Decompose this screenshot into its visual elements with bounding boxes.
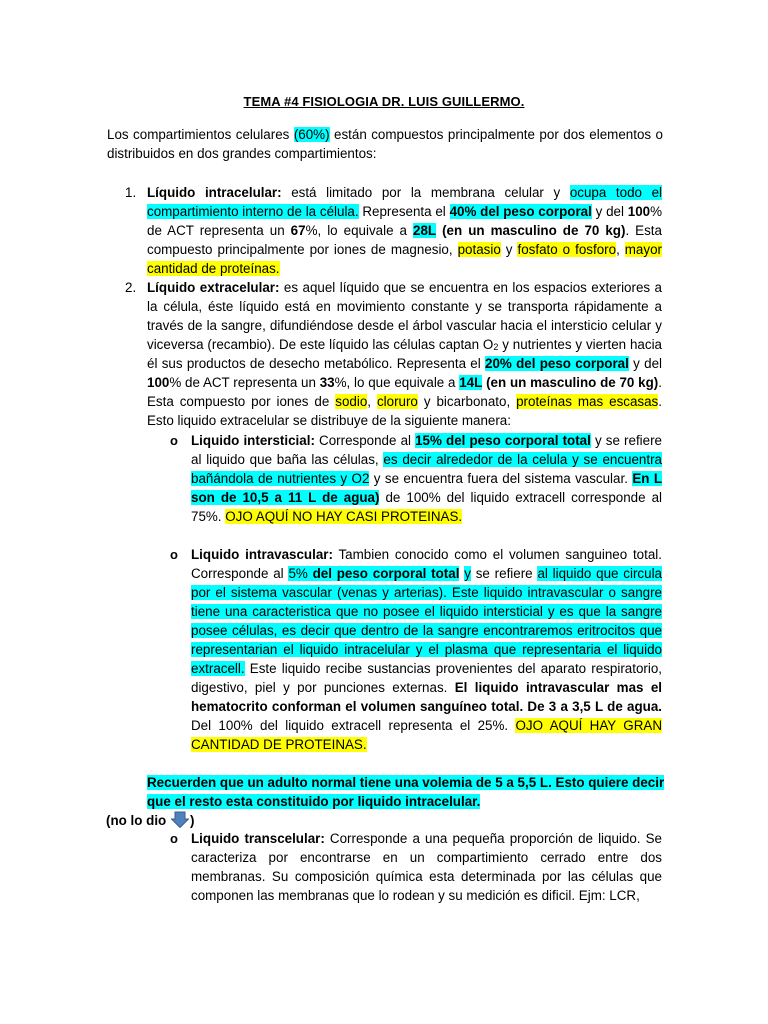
highlight: 28L — [413, 223, 437, 238]
item-label: Líquido intracelular: — [147, 185, 282, 200]
not-covered-note: (no lo dio ) — [106, 811, 194, 833]
highlight: 15% del peso corporal total — [415, 433, 591, 448]
list-number-2: 2. — [125, 280, 137, 295]
list-item-extracellular: Líquido extracelular: es aquel líquido que se encuentra en los espacios exteriores a la célula, éste líquido está en movimiento constante y se transporta rápidamente a través de la sangre, difundiéndose desde el árbol vascular hacia el intersticio celular y viceversa (recambio). De este líquido las células captan $O_2$ y nutrientes y vierten hacia él sus productos de desecho metabólico. Representa el 20% del peso corporal y del 100% de ACT representa un 33%, lo que equivale a 14L (en un masculino de 70 kg). Esta compuesto por iones de sodio, cloruro y bicarbonato, proteínas mas escasas. Esto liquido extracelular se distribuye de la siguiente manera: — [147, 280, 663, 428]
highlight: al liquido que circula por el sistema vascular (venas y arterias). Este liquido intravascular o sangre tiene una caracteristica que no posee el liquido intersticial y es que la sangre posee células, es decir que dentro de la sangre encontraremos eritrocitos que representarian el liquido intracelular y el plasma que representaria el liquido extracell. — [191, 566, 662, 676]
highlight: potasio — [457, 242, 501, 257]
bullet-marker: o — [170, 831, 178, 846]
highlight: mayor cantidad de proteínas. — [147, 242, 662, 276]
item-label: Liquido intravascular: — [191, 547, 333, 562]
highlight: OJO AQUÍ HAY GRAN CANTIDAD DE PROTEINAS. — [191, 718, 662, 752]
highlight: cloruro — [376, 394, 418, 409]
volemia-note — [147, 773, 667, 811]
highlight: y — [464, 566, 471, 581]
sublist-item-transcellular: Liquido transcelular: Corresponde a una pequeña proporción de liquido. Se caracteriza por encontrarse en un compartimiento cerrado entre dos membranas. Su composición química esta determinada por las células que componen las membranas que lo rodean y su medición es dificil. Ejm: LCR, — [191, 831, 663, 903]
highlight: ocupa todo el compartimiento interno de la célula. — [147, 185, 662, 219]
intro-paragraph: Los compartimientos celulares (60%) están compuestos principalmente por dos elementos o distribuidos en dos grandes compartimientos: — [107, 127, 663, 161]
highlight: 5% — [288, 566, 313, 581]
item-label: Liquido transcelular: — [191, 831, 325, 846]
highlight: 14L — [459, 375, 483, 390]
sublist-item-intravascular: Liquido intravascular: Tambien conocido como el volumen sanguineo total. Corresponde al 5% del peso corporal total y se refiere al liquido que circula por el sistema vascular (venas y arterias). Este liquido intravascular o sangre tiene una caracteristica que no posee el liquido intersticial y es que la sangre posee células, es decir que dentro de la sangre encontraremos eritrocitos que representarian el liquido intracelular y el plasma que representaria el liquido extracell. Este liquido recibe sustancias provenientes del aparato respiratorio, digestivo, piel y por punciones externas. El liquido intravascular mas el hematocrito conforman el volumen sanguíneo total. De 3 a 3,5 L de agua. Del 100% del liquido extracell representa el 25%. OJO AQUÍ HAY GRAN CANTIDAD DE PROTEINAS. — [191, 547, 662, 752]
highlight: 40% del peso corporal — [449, 204, 592, 219]
highlight: fosfato o fosforo — [517, 242, 617, 257]
document-title: TEMA #4 FISIOLOGIA DR. LUIS GUILLERMO. — [243, 94, 525, 109]
highlight: sodio — [335, 394, 368, 409]
highlight: del peso corporal total — [312, 566, 460, 581]
bullet-marker: o — [170, 547, 178, 562]
highlight: proteínas mas escasas — [516, 394, 659, 409]
item-label: Líquido extracelular: — [147, 280, 280, 295]
highlight: En L son de 10,5 a 11 L de agua) — [191, 471, 662, 505]
list-item-intracellular: Líquido intracelular: está limitado por la membrana celular y ocupa todo el compartimiento interno de la célula. Representa el 40% del peso corporal y del 100% de ACT representa un 67%, lo equivale a 28L (en un masculino de 70 kg). Esta compuesto principalmente por iones de magnesio, potasio y fosfato o fosforo, mayor cantidad de proteínas. — [147, 185, 663, 276]
item-label: Liquido intersticial: — [191, 433, 315, 448]
highlight: Recuerden que un adulto normal tiene una volemia de 5 a 5,5 L. Esto quiere decir que el resto esta constituido por liquido intracelular. — [147, 775, 665, 809]
sublist-item-interstitial: Liquido intersticial: Corresponde al 15% del peso corporal total y se refiere al liquido que baña las células, es decir alrededor de la celula y se encuentra bañándola de nutrientes y O2 y se encuentra fuera del sistema vascular. En L son de 10,5 a 11 L de agua) de 100% del liquido extracell corresponde al 75%. OJO AQUÍ NO HAY CASI PROTEINAS. — [191, 433, 662, 524]
highlight: 20% del peso corporal — [485, 356, 629, 371]
highlight: OJO AQUÍ NO HAY CASI PROTEINAS. — [225, 509, 463, 524]
highlight: (60%) — [293, 127, 330, 142]
list-number-1: 1. — [125, 185, 137, 200]
bullet-marker: o — [170, 433, 178, 448]
highlight: es decir alrededor de la celula y se encuentra bañándola de nutrientes y O2 — [191, 452, 662, 486]
